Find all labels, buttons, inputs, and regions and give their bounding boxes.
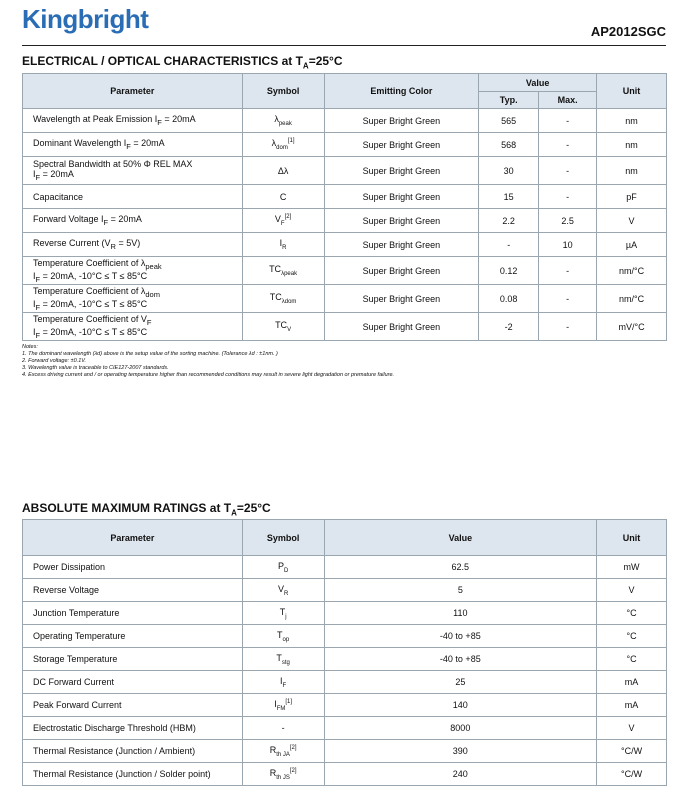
unit-cell: mW bbox=[597, 556, 667, 579]
amr-header-symbol: Symbol bbox=[242, 520, 324, 556]
color-cell: Super Bright Green bbox=[324, 313, 479, 341]
parameter-subscript: peak bbox=[145, 261, 162, 271]
symbol-cell bbox=[242, 556, 324, 579]
notes bbox=[22, 344, 394, 379]
color-cell: Super Bright Green bbox=[324, 157, 479, 185]
unit-cell: V bbox=[597, 209, 667, 233]
parameter-subscript: F bbox=[157, 117, 162, 127]
symbol-subscript: λdom bbox=[281, 298, 297, 305]
symbol-cell bbox=[242, 233, 324, 257]
symbol-cell bbox=[242, 625, 324, 648]
symbol-text: TC bbox=[275, 320, 288, 331]
parameter-text-tail: = 20mA bbox=[161, 114, 196, 125]
value-cell: 110 bbox=[324, 602, 596, 625]
parameter-text-tail: = 20mA bbox=[130, 138, 165, 149]
typ-cell: 0.08 bbox=[479, 285, 539, 313]
parameter-text-tail: = 5V) bbox=[115, 238, 141, 249]
max-cell: - bbox=[539, 285, 597, 313]
table-row bbox=[23, 257, 667, 285]
parameter-line-2 bbox=[33, 299, 239, 312]
table-row bbox=[23, 625, 667, 648]
parameter-text: I bbox=[33, 298, 36, 309]
color-cell: Super Bright Green bbox=[324, 285, 479, 313]
table-row bbox=[23, 602, 667, 625]
typ-cell: 15 bbox=[479, 185, 539, 209]
table-row bbox=[23, 209, 667, 233]
parameter-cell: Reverse Voltage bbox=[23, 579, 243, 602]
symbol-subscript: F bbox=[282, 682, 287, 689]
parameter-line bbox=[33, 114, 196, 127]
note-item: 1. The dominant wavelength (λd) above is the setup value of the sorting machine. (Tolerance λd : ±1nm. ) bbox=[22, 351, 278, 357]
amr-section-title: ABSOLUTE MAXIMUM RATINGS at $T_A=25^\circ C$ bbox=[22, 501, 271, 518]
parameter-subscript: F bbox=[35, 274, 41, 284]
symbol-text: Δλ bbox=[277, 165, 289, 176]
symbol-text: T bbox=[279, 606, 286, 617]
parameter-text-tail: = 20mA, -10°C ≤ T ≤ 85°C bbox=[40, 326, 148, 337]
parameter-cell: DC Forward Current bbox=[23, 671, 243, 694]
typ-cell: -2 bbox=[479, 313, 539, 341]
parameter-text: Reverse Current (V bbox=[33, 238, 111, 249]
parameter-line bbox=[33, 138, 165, 151]
parameter-text: Temperature Coefficient of λ bbox=[33, 257, 146, 268]
unit-cell: °C bbox=[597, 625, 667, 648]
unit-cell: V bbox=[597, 717, 667, 740]
unit-cell: °C/W bbox=[597, 740, 667, 763]
amr-table bbox=[22, 519, 667, 786]
symbol-text: TC bbox=[269, 292, 282, 303]
unit-cell: mA bbox=[597, 694, 667, 717]
symbol-cell bbox=[242, 133, 324, 157]
unit-cell: nm/°C bbox=[597, 285, 667, 313]
parameter-cell bbox=[23, 133, 243, 157]
eo-header-typ: Typ. bbox=[479, 92, 539, 109]
max-cell: - bbox=[539, 157, 597, 185]
table-row bbox=[23, 717, 667, 740]
value-cell: -40 to +85 bbox=[324, 648, 596, 671]
table-row bbox=[23, 109, 667, 133]
value-cell: 25 bbox=[324, 671, 596, 694]
symbol-text: R bbox=[269, 744, 277, 755]
table-row bbox=[23, 556, 667, 579]
unit-cell: pF bbox=[597, 185, 667, 209]
amr-header-value: Value bbox=[324, 520, 596, 556]
eo-section-title: ELECTRICAL / OPTICAL CHARACTERISTICS at $T_A=25^\circ C$ bbox=[22, 54, 343, 71]
note-item: 3. Wavelength value is traceable to CIE127-2007 standards. bbox=[22, 365, 169, 371]
color-cell: Super Bright Green bbox=[324, 109, 479, 133]
unit-cell: V bbox=[597, 579, 667, 602]
symbol-cell bbox=[242, 313, 324, 341]
parameter-cell: Electrostatic Discharge Threshold (HBM) bbox=[23, 717, 243, 740]
max-cell: - bbox=[539, 133, 597, 157]
symbol-text: - bbox=[281, 723, 285, 733]
parameter-line bbox=[33, 313, 152, 327]
typ-cell: 565 bbox=[479, 109, 539, 133]
symbol-cell bbox=[242, 763, 324, 786]
symbol-subscript: D bbox=[283, 567, 289, 574]
notes-title: Notes: bbox=[22, 344, 38, 350]
eo-header-color: Emitting Color bbox=[324, 74, 479, 109]
parameter-line bbox=[33, 238, 141, 251]
table-row bbox=[23, 285, 667, 313]
symbol-text: λ bbox=[274, 114, 279, 125]
parameter-line bbox=[33, 285, 160, 299]
parameter-subscript: F bbox=[35, 302, 41, 312]
parameter-text: I bbox=[33, 169, 36, 180]
parameter-text: Temperature Coefficient of λ bbox=[33, 285, 146, 296]
symbol-subscript: peak bbox=[278, 120, 292, 127]
symbol-subscript: dom bbox=[276, 144, 288, 151]
parameter-cell: Power Dissipation bbox=[23, 556, 243, 579]
max-cell: - bbox=[539, 109, 597, 133]
parameter-cell bbox=[23, 109, 243, 133]
table-row bbox=[23, 185, 667, 209]
symbol-cell bbox=[242, 109, 324, 133]
symbol-cell bbox=[242, 185, 324, 209]
eo-table bbox=[22, 73, 667, 341]
symbol-text: λ bbox=[271, 138, 277, 149]
symbol-cell bbox=[242, 671, 324, 694]
parameter-cell bbox=[23, 157, 243, 185]
symbol-footnote: [2] bbox=[289, 744, 297, 751]
parameter-subscript: F bbox=[103, 217, 109, 227]
parameter-text-tail: = 20mA bbox=[108, 214, 142, 225]
parameter-cell bbox=[23, 285, 243, 313]
symbol-cell bbox=[242, 648, 324, 671]
parameter-text: Wavelength at Peak Emission I bbox=[33, 114, 158, 125]
symbol-footnote: [2] bbox=[284, 214, 292, 221]
parameter-line bbox=[33, 214, 142, 227]
table-row bbox=[23, 579, 667, 602]
symbol-subscript: F bbox=[280, 220, 285, 227]
parameter-cell: Storage Temperature bbox=[23, 648, 243, 671]
symbol-subscript: V bbox=[287, 326, 292, 333]
max-cell: - bbox=[539, 313, 597, 341]
value-cell: -40 to +85 bbox=[324, 625, 596, 648]
symbol-subscript: th JS bbox=[276, 774, 290, 781]
symbol-cell bbox=[242, 602, 324, 625]
typ-cell: 0.12 bbox=[479, 257, 539, 285]
parameter-subscript: dom bbox=[145, 289, 160, 299]
symbol-footnote: [1] bbox=[285, 698, 293, 705]
table-row bbox=[23, 763, 667, 786]
typ-cell: 568 bbox=[479, 133, 539, 157]
value-cell: 62.5 bbox=[324, 556, 596, 579]
parameter-subscript: F bbox=[126, 141, 131, 151]
header-divider bbox=[22, 45, 666, 46]
parameter-cell bbox=[23, 257, 243, 285]
parameter-subscript: F bbox=[35, 172, 41, 182]
unit-cell: nm/°C bbox=[597, 257, 667, 285]
unit-cell: °C bbox=[597, 602, 667, 625]
note-item: 2. Forward voltage: ±0.1V. bbox=[22, 358, 87, 364]
parameter-cell: Operating Temperature bbox=[23, 625, 243, 648]
max-cell: 10 bbox=[539, 233, 597, 257]
parameter-text: Capacitance bbox=[33, 191, 84, 202]
table-row bbox=[23, 157, 667, 185]
color-cell: Super Bright Green bbox=[324, 209, 479, 233]
symbol-text: I bbox=[279, 238, 283, 249]
table-row bbox=[23, 694, 667, 717]
symbol-footnote: [2] bbox=[289, 767, 297, 774]
symbol-subscript: j bbox=[285, 613, 287, 620]
eo-header-unit: Unit bbox=[597, 74, 667, 109]
part-number: AP2012SGC bbox=[590, 24, 666, 39]
value-cell: 140 bbox=[324, 694, 596, 717]
max-cell: - bbox=[539, 185, 597, 209]
parameter-line bbox=[33, 192, 83, 202]
symbol-text: C bbox=[279, 191, 287, 202]
value-cell: 390 bbox=[324, 740, 596, 763]
symbol-subscript: R bbox=[283, 590, 289, 597]
value-cell: 5 bbox=[324, 579, 596, 602]
parameter-line bbox=[33, 159, 192, 169]
symbol-cell bbox=[242, 157, 324, 185]
symbol-cell bbox=[242, 740, 324, 763]
table-row bbox=[23, 313, 667, 341]
symbol-subscript: th JA bbox=[276, 751, 290, 758]
unit-cell: nm bbox=[597, 133, 667, 157]
symbol-text: T bbox=[277, 629, 283, 640]
parameter-line-2 bbox=[33, 271, 239, 284]
parameter-text-tail: = 20mA, -10°C ≤ T ≤ 85°C bbox=[40, 298, 148, 309]
symbol-cell bbox=[242, 209, 324, 233]
symbol-subscript: stg bbox=[281, 659, 290, 666]
parameter-cell bbox=[23, 233, 243, 257]
parameter-text: Spectral Bandwidth at 50% Φ REL MAX bbox=[33, 159, 193, 170]
parameter-cell bbox=[23, 209, 243, 233]
table-row bbox=[23, 671, 667, 694]
symbol-subscript: op bbox=[282, 636, 290, 643]
symbol-subscript: λpeak bbox=[281, 270, 298, 277]
color-cell: Super Bright Green bbox=[324, 185, 479, 209]
unit-cell: nm bbox=[597, 109, 667, 133]
parameter-line-2 bbox=[33, 169, 239, 182]
symbol-text: V bbox=[274, 214, 281, 225]
symbol-text: I bbox=[280, 675, 283, 686]
note-item: 4. Excess driving current and / or operating temperature higher than recommended conditions may result in severe light degradation or premature failure. bbox=[22, 372, 395, 378]
unit-cell: °C/W bbox=[597, 763, 667, 786]
parameter-cell bbox=[23, 185, 243, 209]
table-row bbox=[23, 233, 667, 257]
table-row bbox=[23, 740, 667, 763]
parameter-line-2 bbox=[33, 327, 239, 340]
symbol-cell bbox=[242, 694, 324, 717]
parameter-line bbox=[33, 257, 162, 271]
unit-cell: mA bbox=[597, 671, 667, 694]
parameter-subscript: F bbox=[35, 330, 41, 340]
parameter-text-tail: = 20mA bbox=[40, 169, 74, 180]
amr-header-parameter: Parameter bbox=[23, 520, 243, 556]
eo-header-parameter: Parameter bbox=[23, 74, 243, 109]
parameter-text: Dominant Wavelength I bbox=[33, 138, 127, 149]
max-cell: - bbox=[539, 257, 597, 285]
amr-header-unit: Unit bbox=[597, 520, 667, 556]
eo-header-max: Max. bbox=[539, 92, 597, 109]
symbol-cell bbox=[242, 257, 324, 285]
color-cell: Super Bright Green bbox=[324, 133, 479, 157]
typ-cell: 2.2 bbox=[479, 209, 539, 233]
table-row bbox=[23, 648, 667, 671]
parameter-subscript: R bbox=[110, 241, 116, 251]
symbol-subscript: R bbox=[282, 244, 287, 251]
unit-cell: µA bbox=[597, 233, 667, 257]
parameter-subscript: F bbox=[146, 317, 152, 327]
typ-cell: 30 bbox=[479, 157, 539, 185]
parameter-text: I bbox=[33, 270, 36, 281]
value-cell: 240 bbox=[324, 763, 596, 786]
eo-header-value: Value bbox=[479, 74, 597, 92]
eo-header-symbol: Symbol bbox=[242, 74, 324, 109]
symbol-text: R bbox=[269, 767, 277, 778]
unit-cell: °C bbox=[597, 648, 667, 671]
unit-cell: nm bbox=[597, 157, 667, 185]
parameter-text: I bbox=[33, 326, 36, 337]
symbol-cell bbox=[242, 717, 324, 740]
parameter-text: Forward Voltage I bbox=[33, 214, 104, 225]
symbol-cell bbox=[242, 579, 324, 602]
symbol-text: P bbox=[277, 560, 284, 571]
parameter-cell: Peak Forward Current bbox=[23, 694, 243, 717]
table-row bbox=[23, 133, 667, 157]
brand-logo: Kingbright bbox=[22, 4, 149, 34]
typ-cell: - bbox=[479, 233, 539, 257]
symbol-cell bbox=[242, 285, 324, 313]
value-cell: 8000 bbox=[324, 717, 596, 740]
color-cell: Super Bright Green bbox=[324, 257, 479, 285]
symbol-text: T bbox=[276, 652, 282, 663]
symbol-text: TC bbox=[269, 264, 282, 275]
parameter-text: Temperature Coefficient of V bbox=[33, 313, 147, 324]
symbol-footnote: [1] bbox=[287, 138, 295, 145]
max-cell: 2.5 bbox=[539, 209, 597, 233]
parameter-cell: Junction Temperature bbox=[23, 602, 243, 625]
parameter-cell: Thermal Resistance (Junction / Solder point) bbox=[23, 763, 243, 786]
parameter-cell bbox=[23, 313, 243, 341]
symbol-text: V bbox=[277, 583, 284, 594]
symbol-subscript: FM bbox=[276, 705, 286, 712]
parameter-text-tail: = 20mA, -10°C ≤ T ≤ 85°C bbox=[40, 270, 148, 281]
parameter-cell: Thermal Resistance (Junction / Ambient) bbox=[23, 740, 243, 763]
symbol-text: I bbox=[274, 698, 277, 709]
color-cell: Super Bright Green bbox=[324, 233, 479, 257]
unit-cell: mV/°C bbox=[597, 313, 667, 341]
